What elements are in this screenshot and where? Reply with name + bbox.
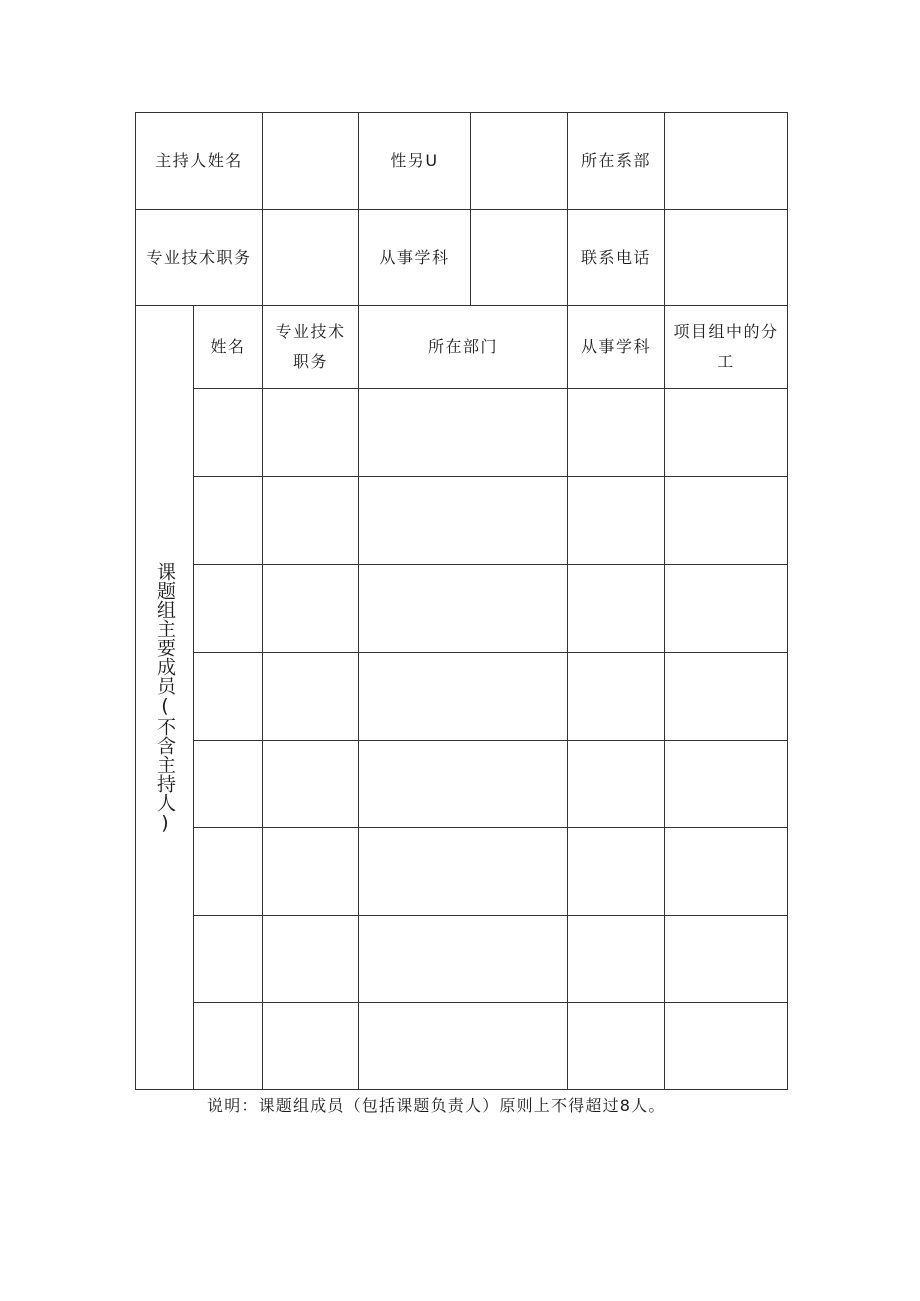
member-title-cell[interactable] — [263, 389, 358, 476]
member-role-cell[interactable] — [665, 916, 787, 1002]
member-name-cell[interactable] — [194, 565, 262, 652]
host-name-field[interactable] — [263, 113, 358, 209]
phone-label: 联系电话 — [580, 247, 651, 267]
members-section-label — [136, 306, 193, 1089]
member-role-cell[interactable] — [665, 477, 787, 564]
member-title-cell[interactable] — [263, 653, 358, 740]
members-section-label-text: 课题组主要成员(不含主持人) — [154, 561, 176, 834]
member-dept-cell[interactable] — [359, 741, 567, 827]
gender-field[interactable] — [471, 113, 567, 209]
member-dept-cell[interactable] — [359, 653, 567, 740]
member-role-cell[interactable] — [665, 565, 787, 652]
member-dept-cell[interactable] — [359, 1003, 567, 1088]
col-header-role: 项目组中的分工 — [673, 322, 779, 371]
subject-label: 从事学科 — [379, 247, 450, 267]
member-role-cell[interactable] — [665, 653, 787, 740]
gender-label: 性另U — [390, 151, 439, 170]
member-subject-cell[interactable] — [568, 565, 664, 652]
member-subject-cell[interactable] — [568, 741, 664, 827]
host-name-label: 主持人姓名 — [155, 151, 243, 170]
member-title-cell[interactable] — [263, 1003, 358, 1088]
member-name-cell[interactable] — [194, 477, 262, 564]
member-name-cell[interactable] — [194, 653, 262, 740]
member-role-cell[interactable] — [665, 1003, 787, 1088]
member-subject-cell[interactable] — [568, 828, 664, 915]
member-subject-cell[interactable] — [568, 477, 664, 564]
member-name-cell[interactable] — [194, 741, 262, 827]
member-title-cell[interactable] — [263, 828, 358, 915]
col-header-name: 姓名 — [210, 337, 246, 356]
member-role-cell[interactable] — [665, 741, 787, 827]
member-name-cell[interactable] — [194, 389, 262, 476]
member-title-cell[interactable] — [263, 565, 358, 652]
col-header-dept: 所在部门 — [427, 337, 498, 356]
member-role-cell[interactable] — [665, 389, 787, 476]
member-role-cell[interactable] — [665, 828, 787, 915]
application-form-table — [135, 112, 788, 1090]
member-title-cell[interactable] — [263, 916, 358, 1002]
professional-title-label: 专业技术职务 — [146, 247, 252, 267]
member-name-cell[interactable] — [194, 828, 262, 915]
member-dept-cell[interactable] — [359, 828, 567, 915]
member-dept-cell[interactable] — [359, 565, 567, 652]
member-subject-cell[interactable] — [568, 916, 664, 1002]
department-field[interactable] — [665, 113, 787, 209]
member-name-cell[interactable] — [194, 1003, 262, 1088]
member-subject-cell[interactable] — [568, 653, 664, 740]
col-header-title: 专业技术职务 — [275, 322, 346, 371]
form-note: 说明：课题组成员（包括课题负责人）原则上不得超过8人。 — [207, 1096, 666, 1115]
member-dept-cell[interactable] — [359, 477, 567, 564]
member-title-cell[interactable] — [263, 477, 358, 564]
member-subject-cell[interactable] — [568, 1003, 664, 1088]
member-title-cell[interactable] — [263, 741, 358, 827]
phone-field[interactable] — [665, 210, 787, 305]
member-dept-cell[interactable] — [359, 389, 567, 476]
col-header-subject: 从事学科 — [580, 337, 651, 356]
member-subject-cell[interactable] — [568, 389, 664, 476]
member-dept-cell[interactable] — [359, 916, 567, 1002]
department-label: 所在系部 — [580, 151, 651, 170]
subject-field[interactable] — [471, 210, 567, 305]
member-name-cell[interactable] — [194, 916, 262, 1002]
professional-title-field[interactable] — [263, 210, 358, 305]
